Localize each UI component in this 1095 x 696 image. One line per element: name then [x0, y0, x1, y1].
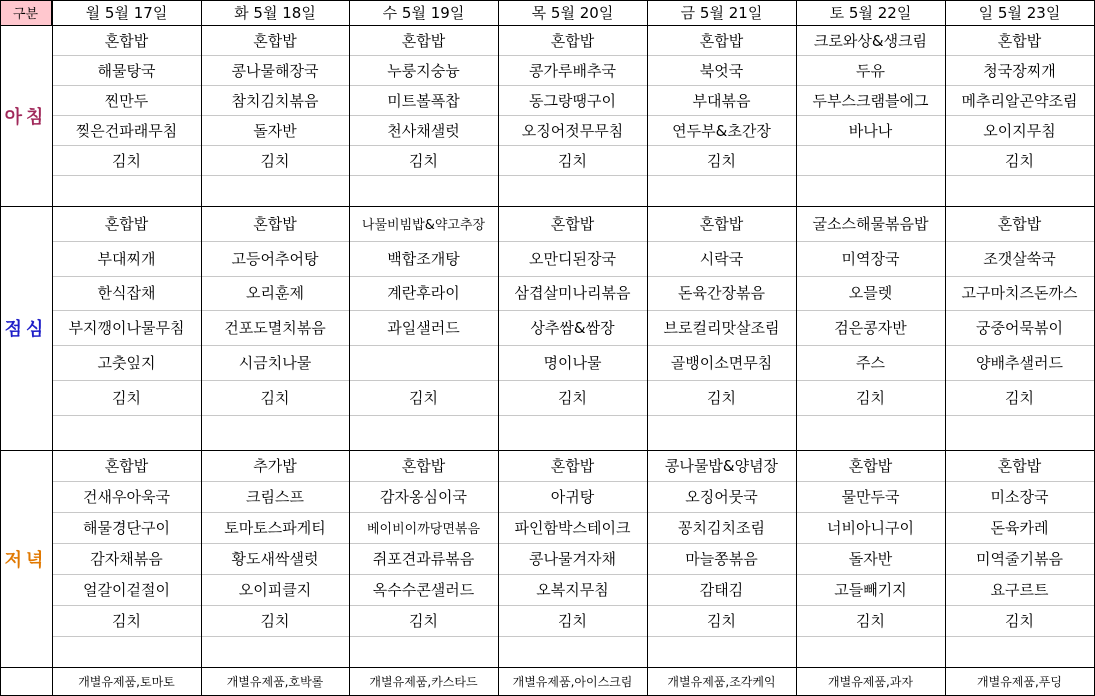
menu-item: 나물비빔밥&약고추장	[361, 217, 486, 233]
menu-item: 부지깽이나물무침	[68, 319, 185, 338]
menu-item: 꽁치김치조림	[678, 519, 765, 537]
menu-item	[498, 415, 647, 450]
row-divider	[52, 85, 1094, 86]
menu-item: 오이지무침	[983, 121, 1056, 140]
menu-item	[796, 636, 945, 667]
menu-item	[349, 415, 498, 450]
menu-item: 옥수수콘샐러드	[372, 581, 475, 599]
meal-label: 저녁	[4, 549, 48, 571]
menu-item: 건새우아욱국	[83, 488, 170, 506]
menu-item: 혼합밥	[550, 31, 595, 50]
menu-item: 김치	[112, 151, 141, 170]
day-header: 월 5월 17일	[85, 4, 168, 22]
menu-item	[201, 415, 349, 450]
menu-item: 상추쌈&쌈장	[530, 319, 615, 338]
menu-item: 굴소스해물볶음밥	[812, 214, 929, 233]
menu-item: 찐만두	[104, 91, 149, 110]
row-divider	[52, 636, 1094, 637]
menu-item: 김치	[856, 388, 885, 407]
menu-item: 오복지무침	[536, 581, 609, 599]
menu-item: 감자옹심이국	[380, 488, 467, 506]
menu-item	[796, 175, 945, 205]
menu-item: 양배추샐러드	[976, 354, 1063, 373]
menu-item: 메추리알곤약조림	[961, 91, 1078, 110]
menu-item: 김치	[409, 388, 438, 407]
column-divider	[0, 0, 1, 696]
menu-item: 혼합밥	[997, 214, 1042, 233]
menu-item: 명이나물	[543, 354, 602, 373]
menu-item: 찢은건파래무침	[75, 121, 178, 140]
menu-item: 미역줄기볶음	[976, 550, 1063, 568]
menu-item: 혼합밥	[253, 214, 297, 233]
day-header: 금 5월 21일	[680, 4, 763, 22]
menu-item: 돈육카레	[990, 519, 1049, 537]
menu-item	[647, 415, 796, 450]
menu-item: 누룽지숭늉	[387, 61, 460, 80]
menu-item: 오믈렛	[848, 284, 893, 303]
column-divider	[52, 0, 53, 696]
row-divider	[52, 145, 1094, 146]
menu-item: 골뱅이소면무침	[670, 354, 773, 373]
day-header: 수 5월 19일	[382, 4, 465, 22]
menu-item: 쥐포견과류볶음	[372, 550, 475, 568]
menu-item	[498, 636, 647, 667]
section-divider	[0, 25, 1095, 26]
row-divider	[52, 481, 1094, 482]
row-divider	[52, 415, 1094, 416]
menu-item: 청국장찌개	[983, 61, 1056, 80]
column-divider	[647, 0, 648, 696]
menu-item: 얼갈이겉절이	[83, 581, 170, 599]
menu-item	[349, 175, 498, 205]
menu-item: 김치	[260, 151, 290, 170]
menu-item: 김치	[260, 388, 290, 407]
menu-item: 김치	[112, 612, 141, 630]
menu-item: 감태김	[699, 581, 744, 599]
menu-item: 물만두국	[841, 488, 900, 506]
row-divider	[52, 310, 1094, 311]
menu-item: 오징어젓무무침	[521, 121, 624, 140]
menu-item: 돌자반	[848, 550, 893, 568]
row-divider	[52, 55, 1094, 56]
row-divider	[52, 543, 1094, 544]
menu-item: 아귀탕	[550, 488, 595, 506]
menu-item	[349, 345, 498, 380]
menu-item: 조갯살쑥국	[983, 249, 1056, 268]
row-divider	[52, 175, 1094, 176]
menu-item: 혼합밥	[997, 457, 1042, 475]
section-divider	[0, 450, 1095, 451]
menu-item: 두유	[856, 61, 885, 80]
snack-item: 개별유제품,푸딩	[977, 675, 1062, 689]
snack-item: 개별유제품,카스타드	[369, 675, 478, 689]
menu-item	[498, 175, 647, 205]
menu-item: 혼합밥	[550, 457, 595, 475]
menu-item: 고구마치즈돈까스	[961, 284, 1078, 303]
menu-item: 혼합밥	[401, 31, 446, 50]
column-divider	[498, 0, 499, 696]
row-divider	[52, 345, 1094, 346]
menu-item: 두부스크램블에그	[812, 91, 929, 110]
menu-item	[52, 175, 201, 205]
menu-item: 베이비이까당면볶음	[366, 522, 481, 537]
menu-item: 부대찌개	[97, 249, 156, 268]
menu-item: 미소장국	[990, 488, 1049, 506]
menu-item	[945, 175, 1094, 205]
menu-item: 김치	[260, 612, 290, 630]
menu-item: 고들빼기지	[834, 581, 907, 599]
row-divider	[52, 574, 1094, 575]
menu-item	[52, 636, 201, 667]
corner-label: 구분	[0, 0, 52, 25]
column-divider	[201, 0, 202, 696]
column-divider	[945, 0, 946, 696]
menu-item: 김치	[409, 612, 438, 630]
menu-item: 마늘쫑볶음	[685, 550, 758, 568]
menu-item: 김치	[558, 388, 587, 407]
day-header: 일 5월 23일	[978, 4, 1061, 22]
menu-item: 해물탕국	[97, 61, 156, 80]
menu-item	[945, 636, 1094, 667]
row-divider	[52, 115, 1094, 116]
menu-item	[349, 636, 498, 667]
row-divider	[52, 241, 1094, 242]
menu-item: 고등어추어탕	[231, 249, 319, 268]
row-divider	[52, 605, 1094, 606]
menu-item: 오징어뭇국	[685, 488, 758, 506]
menu-item: 고춧잎지	[97, 354, 156, 373]
menu-item: 김치	[558, 151, 587, 170]
menu-item: 혼합밥	[997, 31, 1042, 50]
menu-item	[201, 175, 349, 205]
menu-item: 콩나물겨자채	[529, 550, 616, 568]
column-divider	[349, 0, 350, 696]
menu-item: 북엇국	[699, 61, 744, 80]
row-divider	[52, 276, 1094, 277]
menu-item: 과일샐러드	[387, 319, 460, 338]
menu-item: 혼합밥	[848, 457, 893, 475]
menu-item: 건포도멸치볶음	[224, 319, 326, 338]
menu-item: 부대볶음	[692, 91, 751, 110]
menu-item: 김치	[1005, 388, 1034, 407]
row-divider	[52, 512, 1094, 513]
row-divider	[52, 380, 1094, 381]
menu-item: 김치	[707, 612, 736, 630]
section-divider	[0, 667, 1095, 668]
menu-item: 시락국	[699, 249, 744, 268]
column-divider	[796, 0, 797, 696]
menu-item: 혼합밥	[699, 31, 744, 50]
section-divider	[0, 0, 1095, 1]
menu-item	[52, 415, 201, 450]
menu-item: 콩가루배추국	[529, 61, 616, 80]
menu-item: 미트볼폭찹	[387, 91, 460, 110]
menu-item: 추가밥	[253, 457, 297, 475]
menu-item: 김치	[707, 388, 736, 407]
menu-item: 바나나	[848, 121, 893, 140]
menu-item	[647, 636, 796, 667]
menu-item: 김치	[558, 612, 587, 630]
meal-label: 점심	[4, 319, 48, 340]
menu-item: 황도새싹샐럿	[231, 550, 319, 568]
day-header: 화 5월 18일	[234, 4, 316, 22]
menu-item: 김치	[1005, 612, 1034, 630]
meal-label: 아침	[4, 106, 48, 128]
menu-item: 궁중어묵볶이	[976, 319, 1063, 338]
menu-item	[201, 636, 349, 667]
menu-item: 오만디된장국	[529, 249, 616, 268]
snack-item: 개별유제품,조각케익	[667, 675, 776, 689]
menu-item	[796, 415, 945, 450]
menu-item: 검은콩자반	[834, 319, 907, 338]
snack-item: 개별유제품,토마토	[78, 675, 175, 689]
menu-item: 크로와상&생크림	[813, 31, 928, 50]
section-divider	[0, 206, 1095, 207]
menu-item: 돌자반	[253, 121, 297, 140]
menu-item: 혼합밥	[550, 214, 595, 233]
menu-item: 백합조개탕	[387, 249, 460, 268]
menu-item: 김치	[1005, 151, 1034, 170]
menu-item: 계란후라이	[387, 284, 460, 303]
menu-item: 감자채볶음	[90, 550, 163, 568]
menu-item: 삼겹살미나리볶음	[514, 284, 631, 303]
snack-item: 개별유제품,과자	[828, 675, 913, 689]
menu-item: 해물경단구이	[83, 519, 170, 537]
menu-item: 혼합밥	[699, 214, 744, 233]
snack-item: 개별유제품,호박롤	[226, 675, 324, 689]
menu-item	[945, 415, 1094, 450]
menu-item: 김치	[707, 151, 736, 170]
menu-item: 파인함박스테이크	[514, 519, 631, 537]
menu-item: 토마토스파게티	[224, 519, 326, 537]
menu-item: 혼합밥	[401, 457, 446, 475]
menu-item: 오리훈제	[246, 284, 304, 303]
menu-item: 천사채샐럿	[387, 121, 460, 140]
menu-item: 너비아니구이	[827, 519, 914, 537]
menu-item: 혼합밥	[104, 457, 149, 475]
menu-item: 김치	[856, 612, 885, 630]
menu-item: 시금치나물	[238, 354, 312, 373]
menu-item: 혼합밥	[104, 31, 149, 50]
menu-item: 참치김치볶음	[231, 91, 319, 110]
menu-item: 크림스프	[246, 488, 304, 506]
menu-item: 한식잡채	[97, 284, 156, 303]
menu-item: 연두부&초간장	[672, 121, 771, 140]
menu-item: 미역장국	[841, 249, 900, 268]
menu-item: 콩나물해장국	[231, 61, 319, 80]
menu-item: 혼합밥	[253, 31, 297, 50]
menu-item: 주스	[856, 354, 885, 373]
menu-item: 혼합밥	[104, 214, 149, 233]
day-header: 토 5월 22일	[829, 4, 912, 22]
menu-item: 브로컬리맛살조림	[663, 319, 780, 338]
menu-item: 동그랑땡구이	[529, 91, 616, 110]
menu-item: 요구르트	[990, 581, 1049, 599]
menu-item: 오이피클지	[238, 581, 312, 599]
menu-item	[647, 175, 796, 205]
day-header: 목 5월 20일	[531, 4, 614, 22]
menu-item	[796, 145, 945, 175]
menu-item: 돈육간장볶음	[678, 284, 765, 303]
menu-item: 김치	[409, 151, 438, 170]
menu-item: 김치	[112, 388, 141, 407]
menu-item: 콩나물밥&양념장	[664, 457, 779, 475]
snack-item: 개별유제품,아이스크림	[512, 675, 633, 689]
